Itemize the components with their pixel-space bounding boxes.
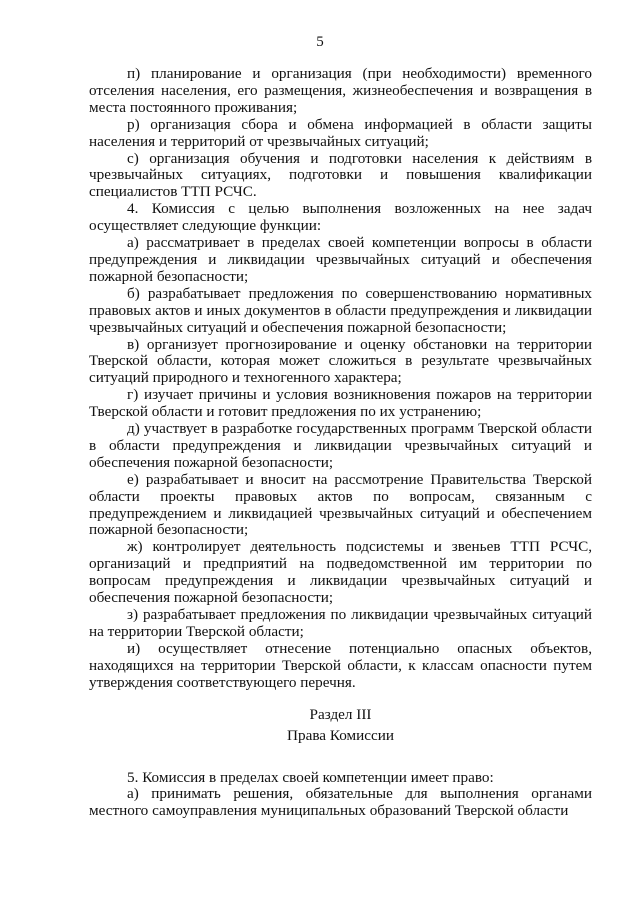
paragraph-p: п) планирование и организация (при необходимости) временного отселения населения, его размещения, жизнеобеспечения и возвращения в места постоянного проживания; [89,65,592,116]
paragraph-s: с) организация обучения и подготовки населения к действиям в чрезвычайных ситуациях, подготовки и повышения квалификации специалистов ТТП РСЧС. [89,149,592,201]
page-number: 5 [316,34,324,50]
paragraph-zh: ж) контролирует деятельность подсистемы и звеньев ТТП РСЧС, организаций и предприятий на подведомственной им территории по вопросам предупреждения и ликвидации чрезвычайных ситуаций и обеспечения пожарной безопасности; [89,538,592,607]
section-number: Раздел III [309,705,372,723]
paragraph-g: г) изучает причины и условия возникновения пожаров на территории Тверской области и готовит предложения по их устранению; [89,386,592,421]
paragraph-e: е) разрабатывает и вносит на рассмотрение Правительства Тверской области проекты правовых актов по вопросам, связанным с предупреждением и ликвидацией чрезвычайных ситуаций и обеспечением пожарной безопасности; [89,470,592,539]
paragraph-z: з) разрабатывает предложения по ликвидации чрезвычайных ситуаций на территории Тверской области; [89,606,592,640]
paragraph-item-5: 5. Комиссия в пределах своей компетенции имеет право: [127,768,494,786]
paragraph-b: б) разрабатывает предложения по совершенствованию нормативных правовых актов и иных документов в области предупреждения и ликвидации чрезвычайных ситуаций и обеспечения пожарной безопасности; [89,284,592,336]
paragraph-item-4: 4. Комиссия с целью выполнения возложенных на нее задач осуществляет следующие функции: [89,200,592,235]
paragraph-d: д) участвует в разработке государственных программ Тверской области в области предупреждения и ликвидации чрезвычайных ситуаций и обеспечения пожарной безопасности; [89,420,592,471]
paragraph-5a: а) принимать решения, обязательные для выполнения органами местного самоуправления муниципальных образований Тверской области [89,785,592,820]
paragraph-a: а) рассматривает в пределах своей компетенции вопросы в области предупреждения и ликвидации чрезвычайных ситуаций и обеспечения пожарной безопасности; [89,234,592,285]
paragraph-i: и) осуществляет отнесение потенциально опасных объектов, находящихся на территории Тверской области, к классам опасности путем утверждения соответствующего перечня. [89,639,592,691]
section-title: Права Комиссии [287,726,394,744]
paragraph-v: в) организует прогнозирование и оценку обстановки на территории Тверской области, которая может сложиться в результате чрезвычайных ситуаций природного и техногенного характера; [89,335,592,387]
document-body [89,66,592,820]
paragraph-r: р) организация сбора и обмена информацией в области защиты населения и территорий от чрезвычайных ситуаций; [89,115,592,150]
